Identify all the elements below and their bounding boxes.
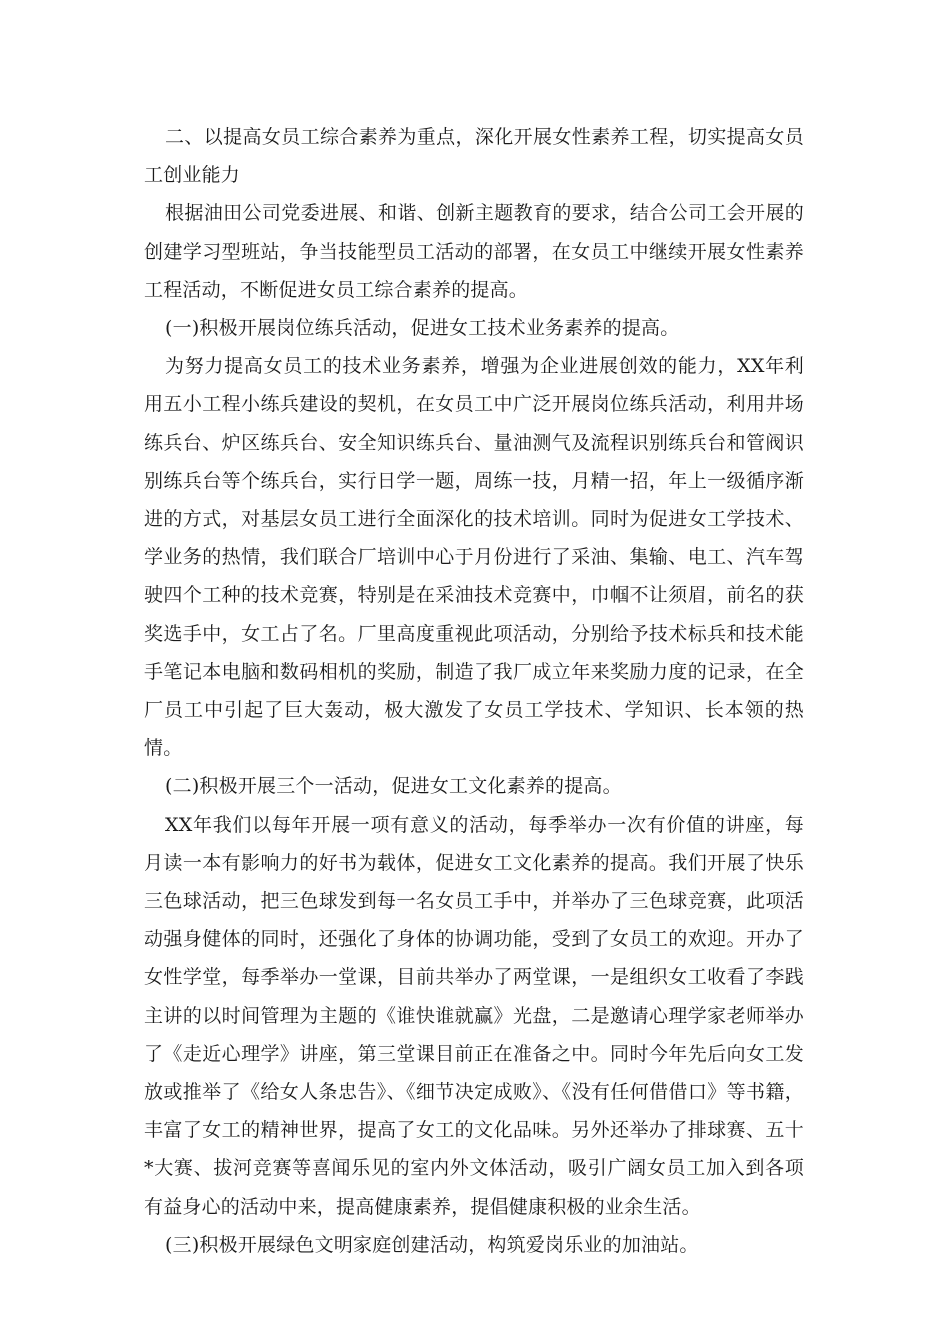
- document-body: [144, 118, 804, 1264]
- body-paragraph: 根据油田公司党委进展、和谐、创新主题教育的要求，结合公司工会开展的创建学习型班站，争当技能型员工活动的部署，在女员工中继续开展女性素养工程活动，不断促进女员工综合素养的提高。: [144, 202, 804, 301]
- section-heading: 二、以提高女员工综合素养为重点，深化开展女性素养工程，切实提高女员工创业能力: [144, 126, 804, 187]
- subsection-heading: (二)积极开展三个一活动，促进女工文化素养的提高。: [165, 775, 622, 798]
- body-paragraph: 为努力提高女员工的技术业务素养，增强为企业进展创效的能力，XX年利用五小工程小练兵建设的契机，在女员工中广泛开展岗位练兵活动，利用井场练兵台、炉区练兵台、安全知识练兵台、量油测气及流程识别练兵台和管阀识别练兵台等个练兵台，实行日学一题，周练一技，月精一招，年上一级循序渐进的方式，对基层女员工进行全面深化的技术培训。同时为促进女工学技术、学业务的热情，我们联合厂培训中心于月份进行了采油、集输、电工、汽车驾驶四个工种的技术竞赛，特别是在采油技术竞赛中，巾帼不让须眉，前名的获奖选手中，女工占了名。厂里高度重视此项活动，分别给予技术标兵和技术能手笔记本电脑和数码相机的奖励，制造了我厂成立年来奖励力度的记录，在全厂员工中引起了巨大轰动，极大激发了女员工学技术、学知识、长本领的热情。: [144, 355, 804, 760]
- subsection-heading: (三)积极开展绿色文明家庭创建活动，构筑爱岗乐业的加油站。: [165, 1233, 699, 1256]
- subsection-heading: (一)积极开展岗位练兵活动，促进女工技术业务素养的提高。: [165, 317, 680, 340]
- body-paragraph: XX年我们以每年开展一项有意义的活动，每季举办一次有价值的讲座，每月读一本有影响力的好书为载体，促进女工文化素养的提高。我们开展了快乐三色球活动，把三色球发到每一名女员工手中，并举办了三色球竞赛，此项活动强身健体的同时，还强化了身体的协调功能，受到了女员工的欢迎。开办了女性学堂，每季举办一堂课，目前共举办了两堂课，一是组织女工收看了李践主讲的以时间管理为主题的《谁快谁就赢》光盘，二是邀请心理学家老师举办了《走近心理学》讲座，第三堂课目前正在准备之中。同时今年先后向女工发放或推举了《给女人条忠告》、《细节决定成败》、《没有任何借借口》等书籍，丰富了女工的精神世界，提高了女工的文化品味。另外还举办了排球赛、五十*大赛、拔河竞赛等喜闻乐见的室内外文体活动，吸引广阔女员工加入到各项有益身心的活动中来，提高健康素养，提倡健康积极的业余生活。: [144, 813, 804, 1218]
